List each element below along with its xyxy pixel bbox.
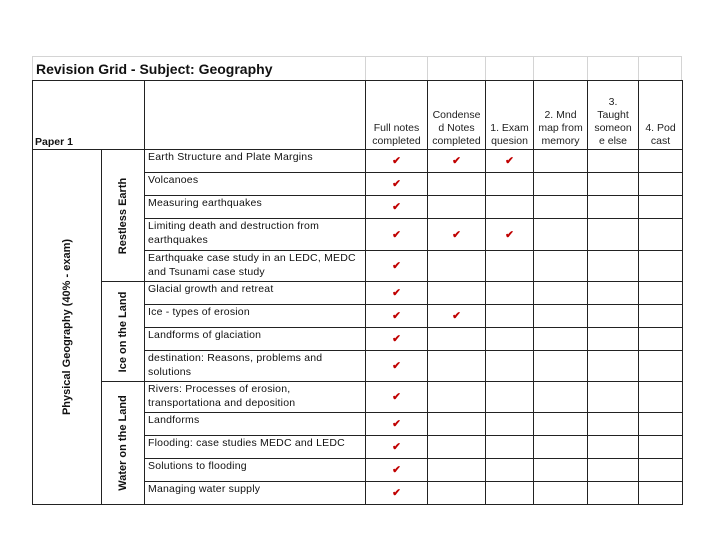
progress-cell[interactable] [366, 482, 428, 505]
gridline [427, 56, 428, 80]
gridline [32, 56, 682, 57]
topic-label: Landforms [145, 413, 366, 436]
progress-cell[interactable] [588, 282, 639, 305]
progress-cell[interactable] [588, 173, 639, 196]
progress-cell[interactable] [639, 328, 683, 351]
section-label: Physical Geography (40% - exam) [61, 238, 73, 416]
tick-mark-icon: ✔ [392, 441, 401, 453]
column-header [588, 81, 639, 150]
progress-cell[interactable] [486, 413, 534, 436]
progress-cell[interactable] [428, 459, 486, 482]
progress-cell[interactable] [639, 219, 683, 251]
column-header-line: completed [372, 135, 421, 147]
column-header [486, 81, 534, 150]
progress-cell[interactable] [534, 282, 588, 305]
tick-mark-icon: ✔ [392, 310, 401, 322]
section-label-cell [33, 150, 102, 505]
progress-cell[interactable] [639, 436, 683, 459]
progress-cell[interactable] [639, 282, 683, 305]
tick-mark-icon: ✔ [392, 260, 401, 272]
column-header-line: map from [538, 122, 583, 134]
progress-cell[interactable] [588, 413, 639, 436]
topic-label: Ice - types of erosion [145, 305, 366, 328]
subsection-label-cell [102, 282, 145, 382]
topic-label: Glacial growth and retreat [145, 282, 366, 305]
progress-cell[interactable] [366, 351, 428, 382]
header-blank-cell [145, 81, 366, 150]
progress-cell[interactable] [366, 328, 428, 351]
progress-cell[interactable] [534, 482, 588, 505]
topic-label: Limiting death and destruction from earthquakes [145, 219, 366, 251]
topic-label: Earth Structure and Plate Margins [145, 150, 366, 173]
topic-label: Earthquake case study in an LEDC, MEDC and Tsunami case study [145, 251, 366, 282]
tick-mark-icon: ✔ [505, 228, 514, 241]
progress-cell[interactable] [428, 382, 486, 413]
progress-cell[interactable] [588, 328, 639, 351]
progress-cell[interactable] [588, 219, 639, 251]
progress-cell[interactable] [639, 413, 683, 436]
tick-mark-icon: ✔ [392, 287, 401, 299]
column-header-line: e else [599, 135, 628, 147]
gridline [32, 56, 33, 80]
progress-cell[interactable] [366, 173, 428, 196]
progress-cell[interactable] [366, 251, 428, 282]
progress-cell[interactable] [486, 482, 534, 505]
gridline [587, 56, 588, 80]
progress-cell[interactable] [428, 328, 486, 351]
gridline [485, 56, 486, 80]
topic-label: Landforms of glaciation [145, 328, 366, 351]
progress-cell[interactable] [639, 173, 683, 196]
topic-label: Volcanoes [145, 173, 366, 196]
progress-cell[interactable] [366, 413, 428, 436]
tick-mark-icon: ✔ [392, 391, 401, 403]
revision-table [32, 80, 683, 505]
column-header-line: Full notes [373, 122, 420, 134]
progress-cell[interactable] [366, 196, 428, 219]
column-header [534, 81, 588, 150]
column-header-line: 2. Mnd [544, 109, 577, 121]
topic-row [33, 282, 683, 305]
tick-mark-icon: ✔ [452, 155, 461, 167]
tick-mark-icon: ✔ [392, 464, 401, 476]
column-header-line: cast [650, 135, 671, 147]
progress-cell[interactable] [428, 251, 486, 282]
column-header-line: memory [541, 135, 580, 147]
progress-cell[interactable] [428, 413, 486, 436]
progress-cell[interactable] [588, 351, 639, 382]
topic-label: Rivers: Processes of erosion, transportationa and deposition [145, 382, 366, 413]
tick-mark-icon: ✔ [392, 487, 401, 499]
progress-cell[interactable] [366, 282, 428, 305]
progress-cell[interactable] [486, 251, 534, 282]
column-header-line: someon [594, 122, 632, 134]
gridline [533, 56, 534, 80]
topic-label: Managing water supply [145, 482, 366, 505]
progress-cell[interactable] [486, 173, 534, 196]
progress-cell[interactable] [428, 482, 486, 505]
progress-cell[interactable] [428, 305, 486, 328]
progress-cell[interactable] [486, 459, 534, 482]
progress-cell[interactable] [534, 251, 588, 282]
progress-cell[interactable] [366, 150, 428, 173]
progress-cell[interactable] [534, 413, 588, 436]
tick-mark-icon: ✔ [392, 418, 401, 430]
subsection-label: Restless Earth [117, 177, 129, 254]
subsection-label: Ice on the Land [117, 291, 129, 372]
progress-cell[interactable] [486, 282, 534, 305]
topic-row [33, 382, 683, 413]
topic-row [33, 150, 683, 173]
header-row [33, 81, 683, 150]
progress-cell[interactable] [486, 196, 534, 219]
progress-cell[interactable] [588, 251, 639, 282]
column-header-line: Taught [597, 109, 629, 121]
progress-cell[interactable] [534, 173, 588, 196]
progress-cell[interactable] [366, 219, 428, 251]
progress-cell[interactable] [588, 305, 639, 328]
column-header [639, 81, 683, 150]
subsection-label-cell [102, 382, 145, 505]
progress-cell[interactable] [366, 305, 428, 328]
progress-cell[interactable] [428, 150, 486, 173]
tick-mark-icon: ✔ [392, 228, 401, 241]
gridline [365, 56, 366, 80]
progress-cell[interactable] [428, 436, 486, 459]
topic-label: Flooding: case studies MEDC and LEDC [145, 436, 366, 459]
progress-cell[interactable] [639, 251, 683, 282]
progress-cell[interactable] [428, 351, 486, 382]
subsection-label-cell [102, 150, 145, 282]
progress-cell[interactable] [639, 382, 683, 413]
progress-cell[interactable] [534, 382, 588, 413]
tick-mark-icon: ✔ [392, 178, 401, 190]
progress-cell[interactable] [588, 150, 639, 173]
progress-cell[interactable] [588, 196, 639, 219]
progress-cell[interactable] [639, 305, 683, 328]
column-header-line: 1. Exam [490, 122, 529, 134]
column-header [428, 81, 486, 150]
progress-cell[interactable] [534, 436, 588, 459]
progress-cell[interactable] [639, 196, 683, 219]
progress-cell[interactable] [534, 328, 588, 351]
progress-cell[interactable] [534, 219, 588, 251]
column-header-line: Condense [432, 109, 481, 121]
progress-cell[interactable] [486, 351, 534, 382]
progress-cell[interactable] [486, 219, 534, 251]
progress-cell[interactable] [428, 282, 486, 305]
progress-cell[interactable] [366, 382, 428, 413]
progress-cell[interactable] [486, 305, 534, 328]
progress-cell[interactable] [486, 436, 534, 459]
progress-cell[interactable] [639, 482, 683, 505]
topic-label: destination: Reasons, problems and solutions [145, 351, 366, 382]
revision-grid-sheet [32, 56, 682, 499]
progress-cell[interactable] [428, 196, 486, 219]
progress-cell[interactable] [639, 459, 683, 482]
progress-cell[interactable] [428, 219, 486, 251]
paper-label: Paper 1 [33, 81, 145, 150]
column-header-line: quesion [491, 135, 528, 147]
progress-cell[interactable] [534, 305, 588, 328]
gridline [681, 56, 682, 80]
tick-mark-icon: ✔ [452, 310, 461, 322]
tick-mark-icon: ✔ [392, 360, 401, 372]
progress-cell[interactable] [486, 382, 534, 413]
progress-cell[interactable] [588, 436, 639, 459]
column-header-line: 4. Pod [645, 122, 676, 134]
tick-mark-icon: ✔ [452, 228, 461, 241]
subsection-label: Water on the Land [117, 395, 129, 491]
progress-cell[interactable] [486, 328, 534, 351]
page-title: Revision Grid - Subject: Geography [36, 61, 273, 77]
column-header-line: d Notes [438, 122, 475, 134]
tick-mark-icon: ✔ [392, 333, 401, 345]
progress-cell[interactable] [639, 351, 683, 382]
progress-cell[interactable] [534, 150, 588, 173]
column-header-line: completed [432, 135, 481, 147]
progress-cell[interactable] [639, 150, 683, 173]
topic-label: Measuring earthquakes [145, 196, 366, 219]
column-header-line: 3. [608, 96, 618, 108]
tick-mark-icon: ✔ [392, 155, 401, 167]
topic-label: Solutions to flooding [145, 459, 366, 482]
progress-cell[interactable] [534, 351, 588, 382]
column-header [366, 81, 428, 150]
gridline [638, 56, 639, 80]
progress-cell[interactable] [366, 459, 428, 482]
progress-cell[interactable] [534, 459, 588, 482]
progress-cell[interactable] [588, 382, 639, 413]
tick-mark-icon: ✔ [392, 201, 401, 213]
progress-cell[interactable] [534, 196, 588, 219]
progress-cell[interactable] [588, 459, 639, 482]
progress-cell[interactable] [366, 436, 428, 459]
progress-cell[interactable] [428, 173, 486, 196]
progress-cell[interactable] [486, 150, 534, 173]
progress-cell[interactable] [588, 482, 639, 505]
tick-mark-icon: ✔ [505, 155, 514, 167]
